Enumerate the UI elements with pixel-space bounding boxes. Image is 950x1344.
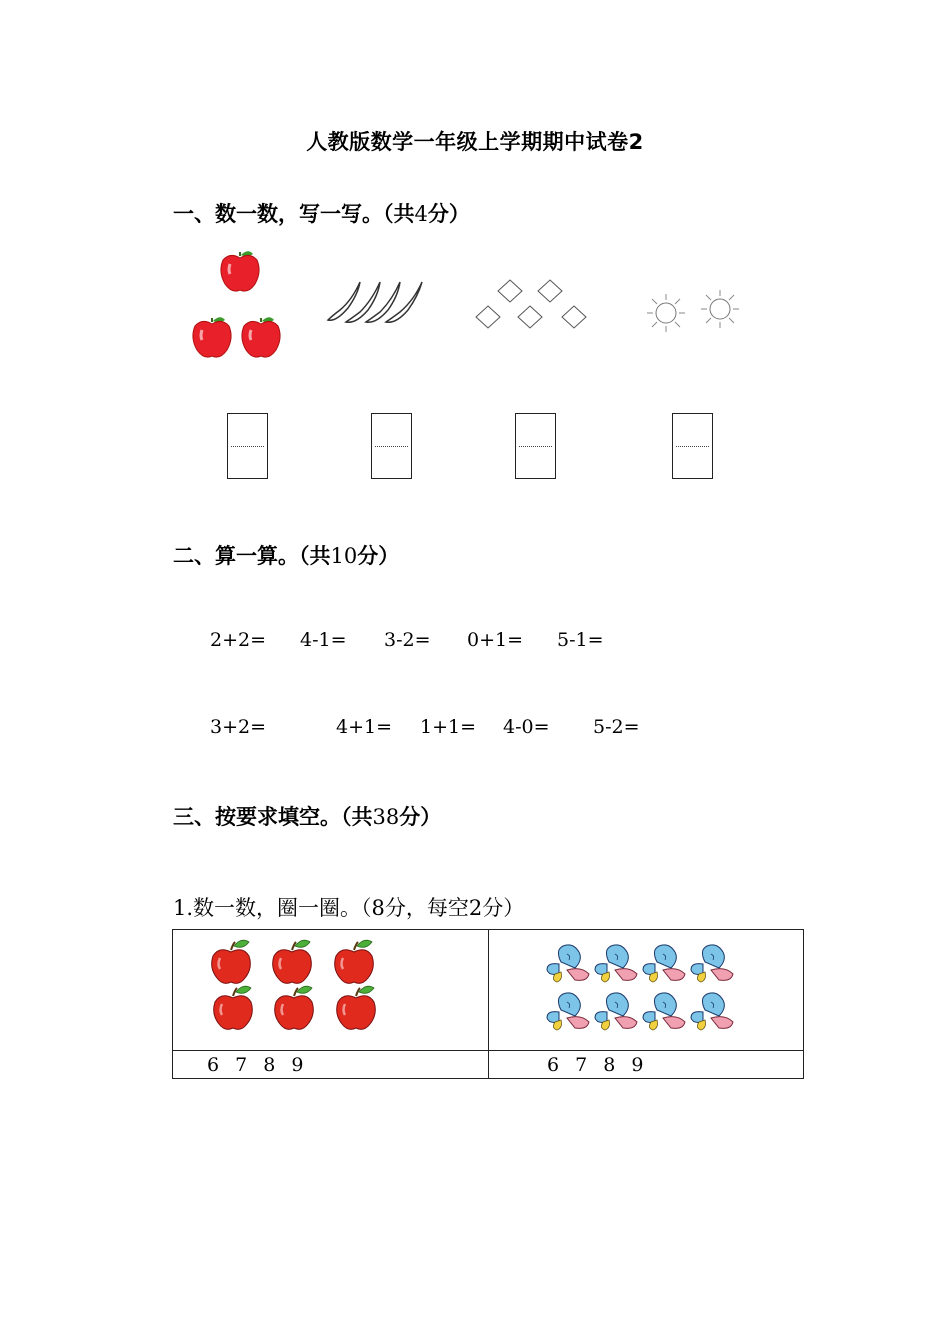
- apple-icon: [275, 986, 314, 1029]
- equation: 3-2=: [384, 629, 431, 651]
- answer-box-diamonds[interactable]: [515, 413, 556, 479]
- apple-icon: [335, 940, 374, 983]
- equation: 4+1=: [336, 716, 393, 738]
- question-1: 1.数一数，圈一圈。（8分，每空2分）: [173, 896, 525, 920]
- diamond-group: [472, 278, 592, 332]
- banana-group: [326, 280, 428, 325]
- apple-icon: [212, 940, 251, 983]
- diamond-icon: [562, 306, 586, 328]
- equation: 4-0=: [503, 716, 550, 738]
- butterfly-icon: [643, 945, 685, 982]
- banana-icon: [328, 282, 360, 320]
- section-3-heading: 三、按要求填空。（共38分）: [173, 805, 442, 829]
- equation: 4-1=: [300, 629, 347, 651]
- equation: 2+2=: [210, 629, 267, 651]
- butterfly-icon: [595, 993, 637, 1030]
- count-table: [172, 929, 804, 1079]
- butterfly-cell: [545, 942, 740, 1032]
- apple-icon: [242, 317, 280, 357]
- apple-icon: [337, 986, 376, 1029]
- section-2-heading: 二、算一算。（共10分）: [173, 544, 400, 568]
- butterfly-icon: [595, 945, 637, 982]
- butterfly-icon: [643, 993, 685, 1030]
- apple-cell: [209, 940, 379, 1035]
- diamond-icon: [476, 306, 500, 328]
- page-title: 人教版数学一年级上学期期中试卷2: [306, 130, 644, 154]
- section-2-label: 二、算一算。: [173, 544, 299, 568]
- sun-icon: [647, 294, 685, 332]
- equation: 3+2=: [210, 716, 267, 738]
- equation: 0+1=: [467, 629, 524, 651]
- sun-group: [644, 291, 744, 333]
- answer-box-suns[interactable]: [672, 413, 713, 479]
- equation: 5-1=: [557, 629, 604, 651]
- section-1-label: 一、数一数，写一写。: [173, 202, 383, 226]
- options-butterflies[interactable]: 6 7 8 9: [547, 1054, 644, 1076]
- section-1-heading: 一、数一数，写一写。（共4分）: [173, 202, 470, 226]
- butterfly-icon: [547, 945, 589, 982]
- butterfly-icon: [547, 993, 589, 1030]
- sun-icon: [701, 290, 739, 328]
- answer-box-apples[interactable]: [227, 413, 268, 479]
- apple-group: [190, 250, 290, 362]
- diamond-icon: [518, 306, 542, 328]
- equation: 1+1=: [420, 716, 477, 738]
- diamond-icon: [498, 280, 522, 302]
- options-apples[interactable]: 6 7 8 9: [207, 1054, 304, 1076]
- apple-icon: [273, 940, 312, 983]
- apple-icon: [214, 986, 253, 1029]
- equation: 5-2=: [593, 716, 640, 738]
- diamond-icon: [538, 280, 562, 302]
- butterfly-icon: [691, 993, 733, 1030]
- butterfly-icon: [691, 945, 733, 982]
- apple-icon: [193, 317, 231, 357]
- answer-box-bananas[interactable]: [371, 413, 412, 479]
- apple-icon: [221, 251, 259, 291]
- section-3-label: 三、按要求填空。: [173, 805, 341, 829]
